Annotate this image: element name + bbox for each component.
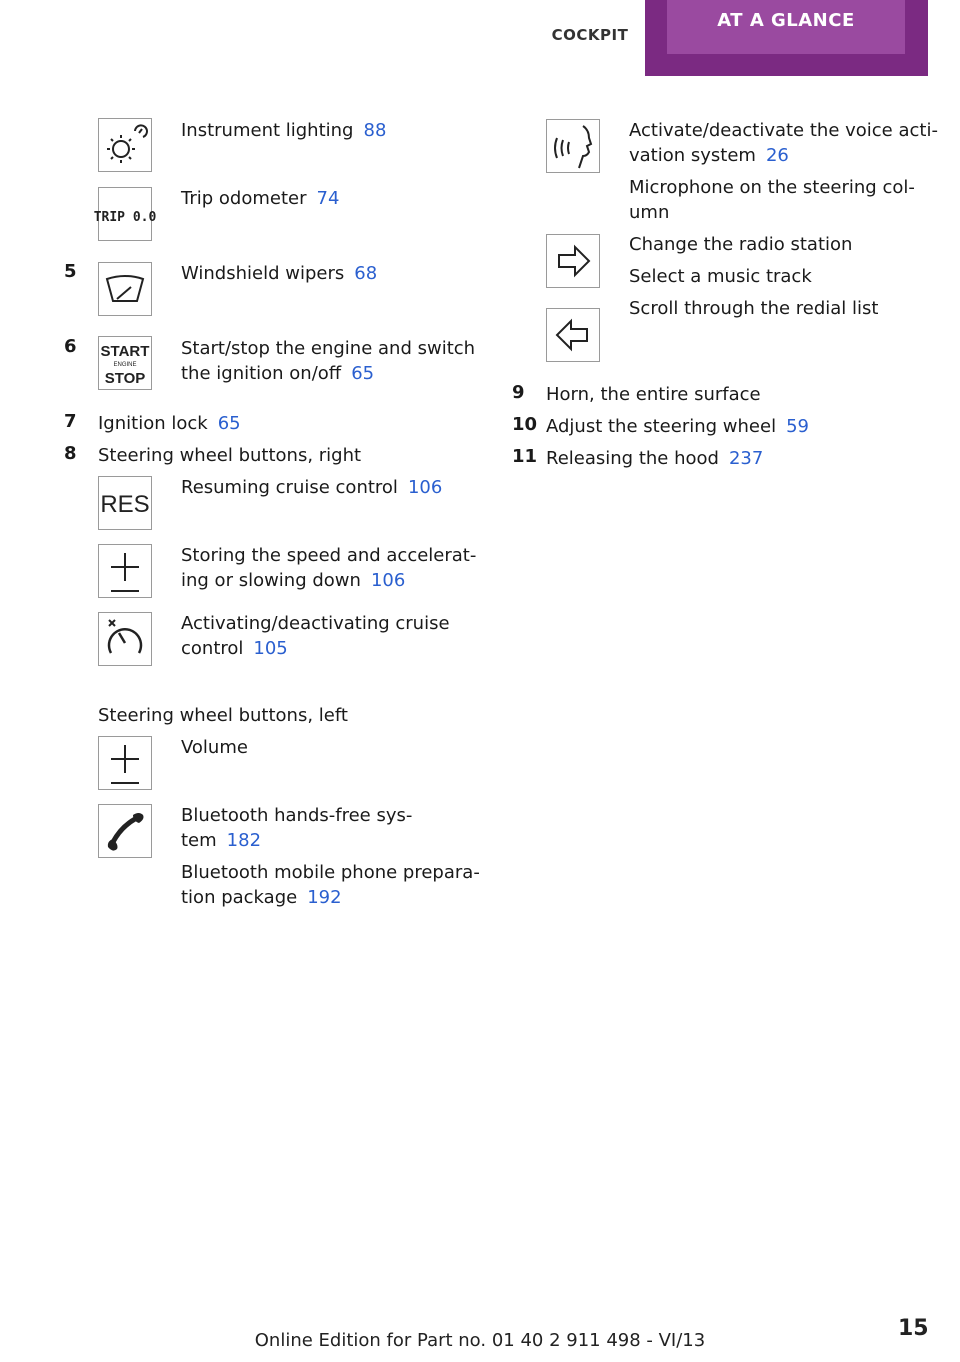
horn-label: Horn, the entire surface — [546, 384, 761, 405]
instrument-lighting-label — [181, 118, 386, 143]
volume-plus-icon — [98, 736, 152, 790]
radio-station-label — [629, 232, 852, 289]
start-stop-icon — [98, 336, 152, 390]
item-number-11: 11 — [512, 446, 538, 467]
music-track-text: Select a music track — [629, 266, 812, 287]
activate-cruise-text: control — [181, 638, 244, 659]
res-icon-text: RES — [100, 491, 150, 518]
engine-icon-text: ENGINE — [113, 362, 137, 368]
voice-activation-label — [629, 118, 938, 168]
res-button-icon — [98, 476, 152, 530]
trip-odometer-text: Trip odometer — [181, 188, 307, 209]
start-stop-text-line2 — [181, 361, 475, 386]
storing-speed-text: ing or slowing down — [181, 570, 361, 591]
bluetooth-handsfree-page-link[interactable]: 182 — [226, 830, 262, 851]
activate-cruise-label — [181, 611, 450, 661]
item-number-5: 5 — [64, 261, 77, 282]
stop-icon-text: STOP — [104, 370, 146, 387]
voice-activation-icon — [546, 119, 600, 173]
voice-activation-page-link[interactable]: 26 — [765, 145, 789, 166]
bluetooth-handsfree-label — [181, 803, 412, 853]
chapter-title: AT A GLANCE — [717, 10, 855, 31]
steering-buttons-right-heading: Steering wheel buttons, right — [98, 445, 362, 466]
trip-odometer-label — [181, 186, 339, 211]
steering-buttons-left-heading: Steering wheel buttons, left — [98, 705, 348, 726]
windshield-wipers-label — [181, 261, 377, 286]
instrument-lighting-text: Instrument lighting — [181, 120, 354, 141]
item-number-10: 10 — [512, 414, 538, 435]
resume-cruise-label — [181, 475, 442, 500]
item-number-7: 7 — [64, 411, 77, 432]
plus-icon — [98, 544, 152, 598]
start-stop-text: the ignition on/off — [181, 363, 342, 384]
arrow-left-icon — [546, 308, 600, 362]
edition-footer: Online Edition for Part no. 01 40 2 911 498 - VI/13 — [254, 1330, 706, 1351]
storing-speed-page-link[interactable]: 106 — [370, 570, 406, 591]
instrument-lighting-icon — [98, 118, 152, 172]
windshield-wipers-page-link[interactable]: 68 — [354, 263, 378, 284]
bluetooth-mobile-text: tion package — [181, 887, 298, 908]
voice-activation-text-line2 — [629, 143, 938, 168]
bluetooth-mobile-label — [181, 860, 480, 910]
ignition-lock-text: Ignition lock — [98, 413, 208, 434]
activate-cruise-page-link[interactable]: 105 — [253, 638, 288, 659]
hood-release-text: Releasing the hood — [546, 448, 719, 469]
hood-release-page-link[interactable]: 237 — [728, 448, 764, 469]
section-label: COCKPIT — [551, 26, 629, 44]
bluetooth-handsfree-text: tem — [181, 830, 217, 851]
volume-label: Volume — [181, 737, 248, 758]
windshield-wipers-icon — [98, 262, 152, 316]
start-stop-text-line1: Start/stop the engine and switch — [181, 338, 476, 359]
ignition-lock-label — [98, 411, 241, 436]
chapter-tab — [645, 0, 928, 76]
start-icon-text: START — [100, 343, 150, 360]
storing-speed-label — [181, 543, 476, 593]
bluetooth-handsfree-text-line1: Bluetooth hands-free sys‐ — [181, 805, 413, 826]
trip-odometer-page-link[interactable]: 74 — [316, 188, 340, 209]
trip-odometer-icon-text: TRIP 0.0 — [93, 210, 157, 225]
radio-station-text: Change the radio station — [629, 234, 853, 255]
redial-label: Scroll through the redial list — [629, 298, 879, 319]
resume-cruise-text: Resuming cruise control — [181, 477, 398, 498]
item-number-9: 9 — [512, 382, 525, 403]
activate-cruise-text-line1: Activating/deactivating cruise — [181, 613, 450, 634]
steering-adjust-label — [546, 414, 809, 439]
item-number-6: 6 — [64, 336, 77, 357]
arrow-right-icon — [546, 234, 600, 288]
storing-speed-text-line2 — [181, 568, 476, 593]
resume-cruise-page-link[interactable]: 106 — [407, 477, 443, 498]
bluetooth-mobile-text-line2 — [181, 885, 480, 910]
item-number-8: 8 — [64, 443, 77, 464]
trip-odometer-icon — [93, 187, 157, 241]
voice-activation-text-line1: Activate/deactivate the voice acti‐ — [629, 120, 938, 141]
microphone-text-line1: Microphone on the steering col‐ — [629, 177, 915, 198]
bluetooth-mobile-page-link[interactable]: 192 — [307, 887, 342, 908]
instrument-lighting-page-link[interactable]: 88 — [363, 120, 387, 141]
activate-cruise-text-line2 — [181, 636, 450, 661]
storing-speed-text-line1: Storing the speed and accelerat‐ — [181, 545, 477, 566]
microphone-text-line2: umn — [629, 202, 670, 223]
page-number: 15 — [898, 1316, 929, 1341]
steering-adjust-page-link[interactable]: 59 — [786, 416, 809, 437]
hood-release-label — [546, 446, 763, 471]
phone-icon — [98, 804, 152, 858]
cruise-control-icon — [98, 612, 152, 666]
steering-adjust-text: Adjust the steering wheel — [546, 416, 777, 437]
start-stop-label — [181, 336, 475, 386]
windshield-wipers-text: Windshield wipers — [181, 263, 345, 284]
microphone-label — [629, 175, 915, 225]
voice-activation-text: vation system — [629, 145, 756, 166]
chapter-tab-label — [667, 0, 905, 54]
bluetooth-handsfree-text-line2 — [181, 828, 412, 853]
bluetooth-mobile-text-line1: Bluetooth mobile phone prepara‐ — [181, 862, 480, 883]
start-stop-page-link[interactable]: 65 — [351, 363, 375, 384]
ignition-lock-page-link[interactable]: 65 — [217, 413, 241, 434]
